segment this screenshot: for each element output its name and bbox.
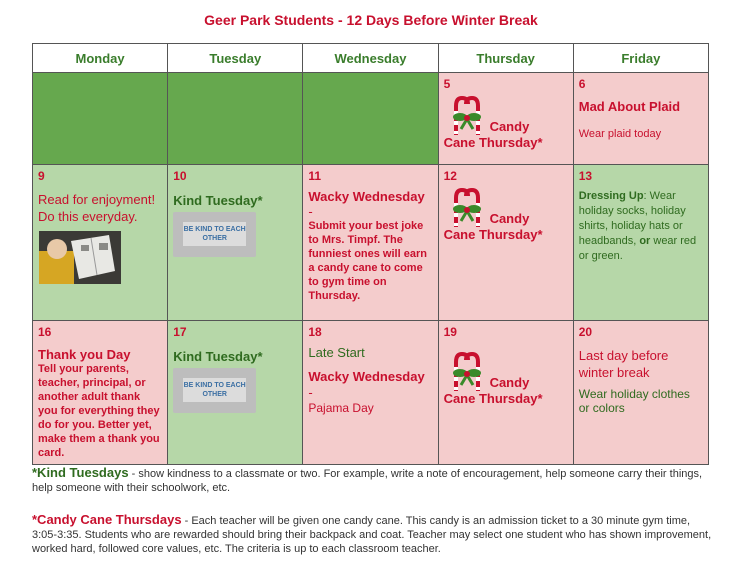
day-number: 18: [308, 325, 322, 339]
week-row-1: [33, 73, 709, 165]
event-or: or: [639, 235, 651, 247]
header-monday: Monday: [33, 44, 168, 73]
candy-cane-label-line1: Candy: [489, 211, 530, 226]
event-heading: Dressing Up: [578, 190, 644, 202]
header-friday: Friday: [573, 44, 708, 73]
day-cell-16: [33, 321, 168, 465]
candy-cane-thursdays-text: - Each teacher will be given one candy cane. This candy is an admission ticket to a 30 minute gym time, 3:05-3:35. Students who are rewarded should bring their backpack and coat. Teacher may select one student who has shown improvement, worked hard, followed core values, etc. The criteria is up to each classroom teacher.: [32, 515, 712, 555]
header-thursday: Thursday: [438, 44, 573, 73]
event-heading: Wacky Wednesday: [308, 369, 425, 384]
kindness-sign-photo: [173, 212, 256, 257]
candy-cane-label-line2: Cane Thursday*: [443, 227, 543, 242]
day-cell-10: [168, 165, 303, 321]
day-number: 16: [38, 325, 52, 339]
sign-text: BE KIND TO EACH OTHER: [183, 222, 246, 246]
day-cell-9: [33, 165, 168, 321]
day-number: 11: [308, 169, 322, 183]
event-detail: Pajama Day: [308, 401, 374, 415]
event-detail: Tell your parents, teacher, principal, or another adult thank you for everything they do for you. Better yet, make them a thank you card.: [38, 363, 160, 459]
event-heading: Wacky Wednesday: [308, 189, 425, 204]
day-number: 20: [578, 325, 593, 339]
event-detail: : Wear holiday socks, holiday shirts, holiday hats or headbands,: [578, 190, 686, 247]
event-heading: Last day before winter break: [578, 348, 669, 380]
kind-tuesdays-note: [32, 466, 712, 495]
day-number: 12: [443, 169, 457, 183]
candy-cane-label-line2: Cane Thursday*: [443, 391, 543, 406]
day-number: 13: [578, 169, 593, 183]
event-line: Late Start: [308, 345, 365, 360]
header-tuesday: Tuesday: [168, 44, 303, 73]
day-cell-17: [168, 321, 303, 465]
event-detail: Wear holiday clothes or colors: [578, 387, 690, 415]
empty-cell-wednesday: [303, 73, 438, 165]
event-detail-block: [579, 189, 703, 264]
day-cell-12: [438, 165, 573, 321]
candy-cane-label-line1: Candy: [489, 375, 530, 390]
event-heading: Thank you Day: [38, 347, 131, 362]
week-row-2: [33, 165, 709, 321]
event-heading: Mad About Plaid: [578, 99, 681, 114]
day-cell-19: [438, 321, 573, 465]
page-title: Geer Park Students - 12 Days Before Winter Break: [204, 12, 538, 28]
week-row-3: [33, 321, 709, 465]
weekday-header-row: [33, 44, 709, 73]
candy-cane-label-line1: Candy: [489, 119, 530, 134]
event-heading: Kind Tuesday*: [173, 193, 263, 208]
kind-tuesdays-text: - show kindness to a classmate or two. For example, write a note of encouragement, help someone carry their things, help someone with their schoolwork, etc.: [32, 468, 703, 494]
calendar-table: [32, 43, 709, 465]
event-text: Read for enjoyment! Do this everyday.: [38, 192, 156, 224]
candy-cane-thursdays-label: *Candy Cane Thursdays: [32, 512, 182, 527]
day-number: 6: [578, 77, 586, 91]
day-cell-13: [573, 165, 708, 321]
kind-tuesdays-label: *Kind Tuesdays: [32, 465, 129, 480]
day-number: 9: [38, 169, 45, 183]
event-heading: Kind Tuesday*: [173, 349, 263, 364]
day-cell-5: [438, 73, 573, 165]
event-detail: Submit your best joke to Mrs. Timpf. The funniest ones will earn a candy cane to come to gym time on Thursday.: [308, 220, 427, 302]
day-number: 19: [443, 325, 457, 339]
day-cell-20: [573, 321, 708, 465]
header-wednesday: Wednesday: [303, 44, 438, 73]
event-detail-end: wear red or green.: [578, 235, 697, 262]
day-number: 10: [173, 169, 187, 183]
day-cell-11: [303, 165, 438, 321]
event-detail: Wear plaid today: [578, 128, 662, 140]
candy-cane-label-line2: Cane Thursday*: [443, 135, 543, 150]
day-number: 5: [443, 77, 451, 91]
day-cell-18: [303, 321, 438, 465]
event-dash: -: [308, 385, 313, 400]
empty-cell-tuesday: [168, 73, 303, 165]
child-reading-photo: [39, 231, 121, 284]
kindness-sign-photo: [173, 368, 256, 413]
candy-cane-thursdays-note: [32, 513, 712, 556]
sign-text: BE KIND TO EACH OTHER: [183, 378, 246, 402]
day-number: 17: [173, 325, 187, 339]
event-dash: -: [308, 204, 313, 219]
day-cell-6: [573, 73, 708, 165]
empty-cell-monday: [33, 73, 168, 165]
